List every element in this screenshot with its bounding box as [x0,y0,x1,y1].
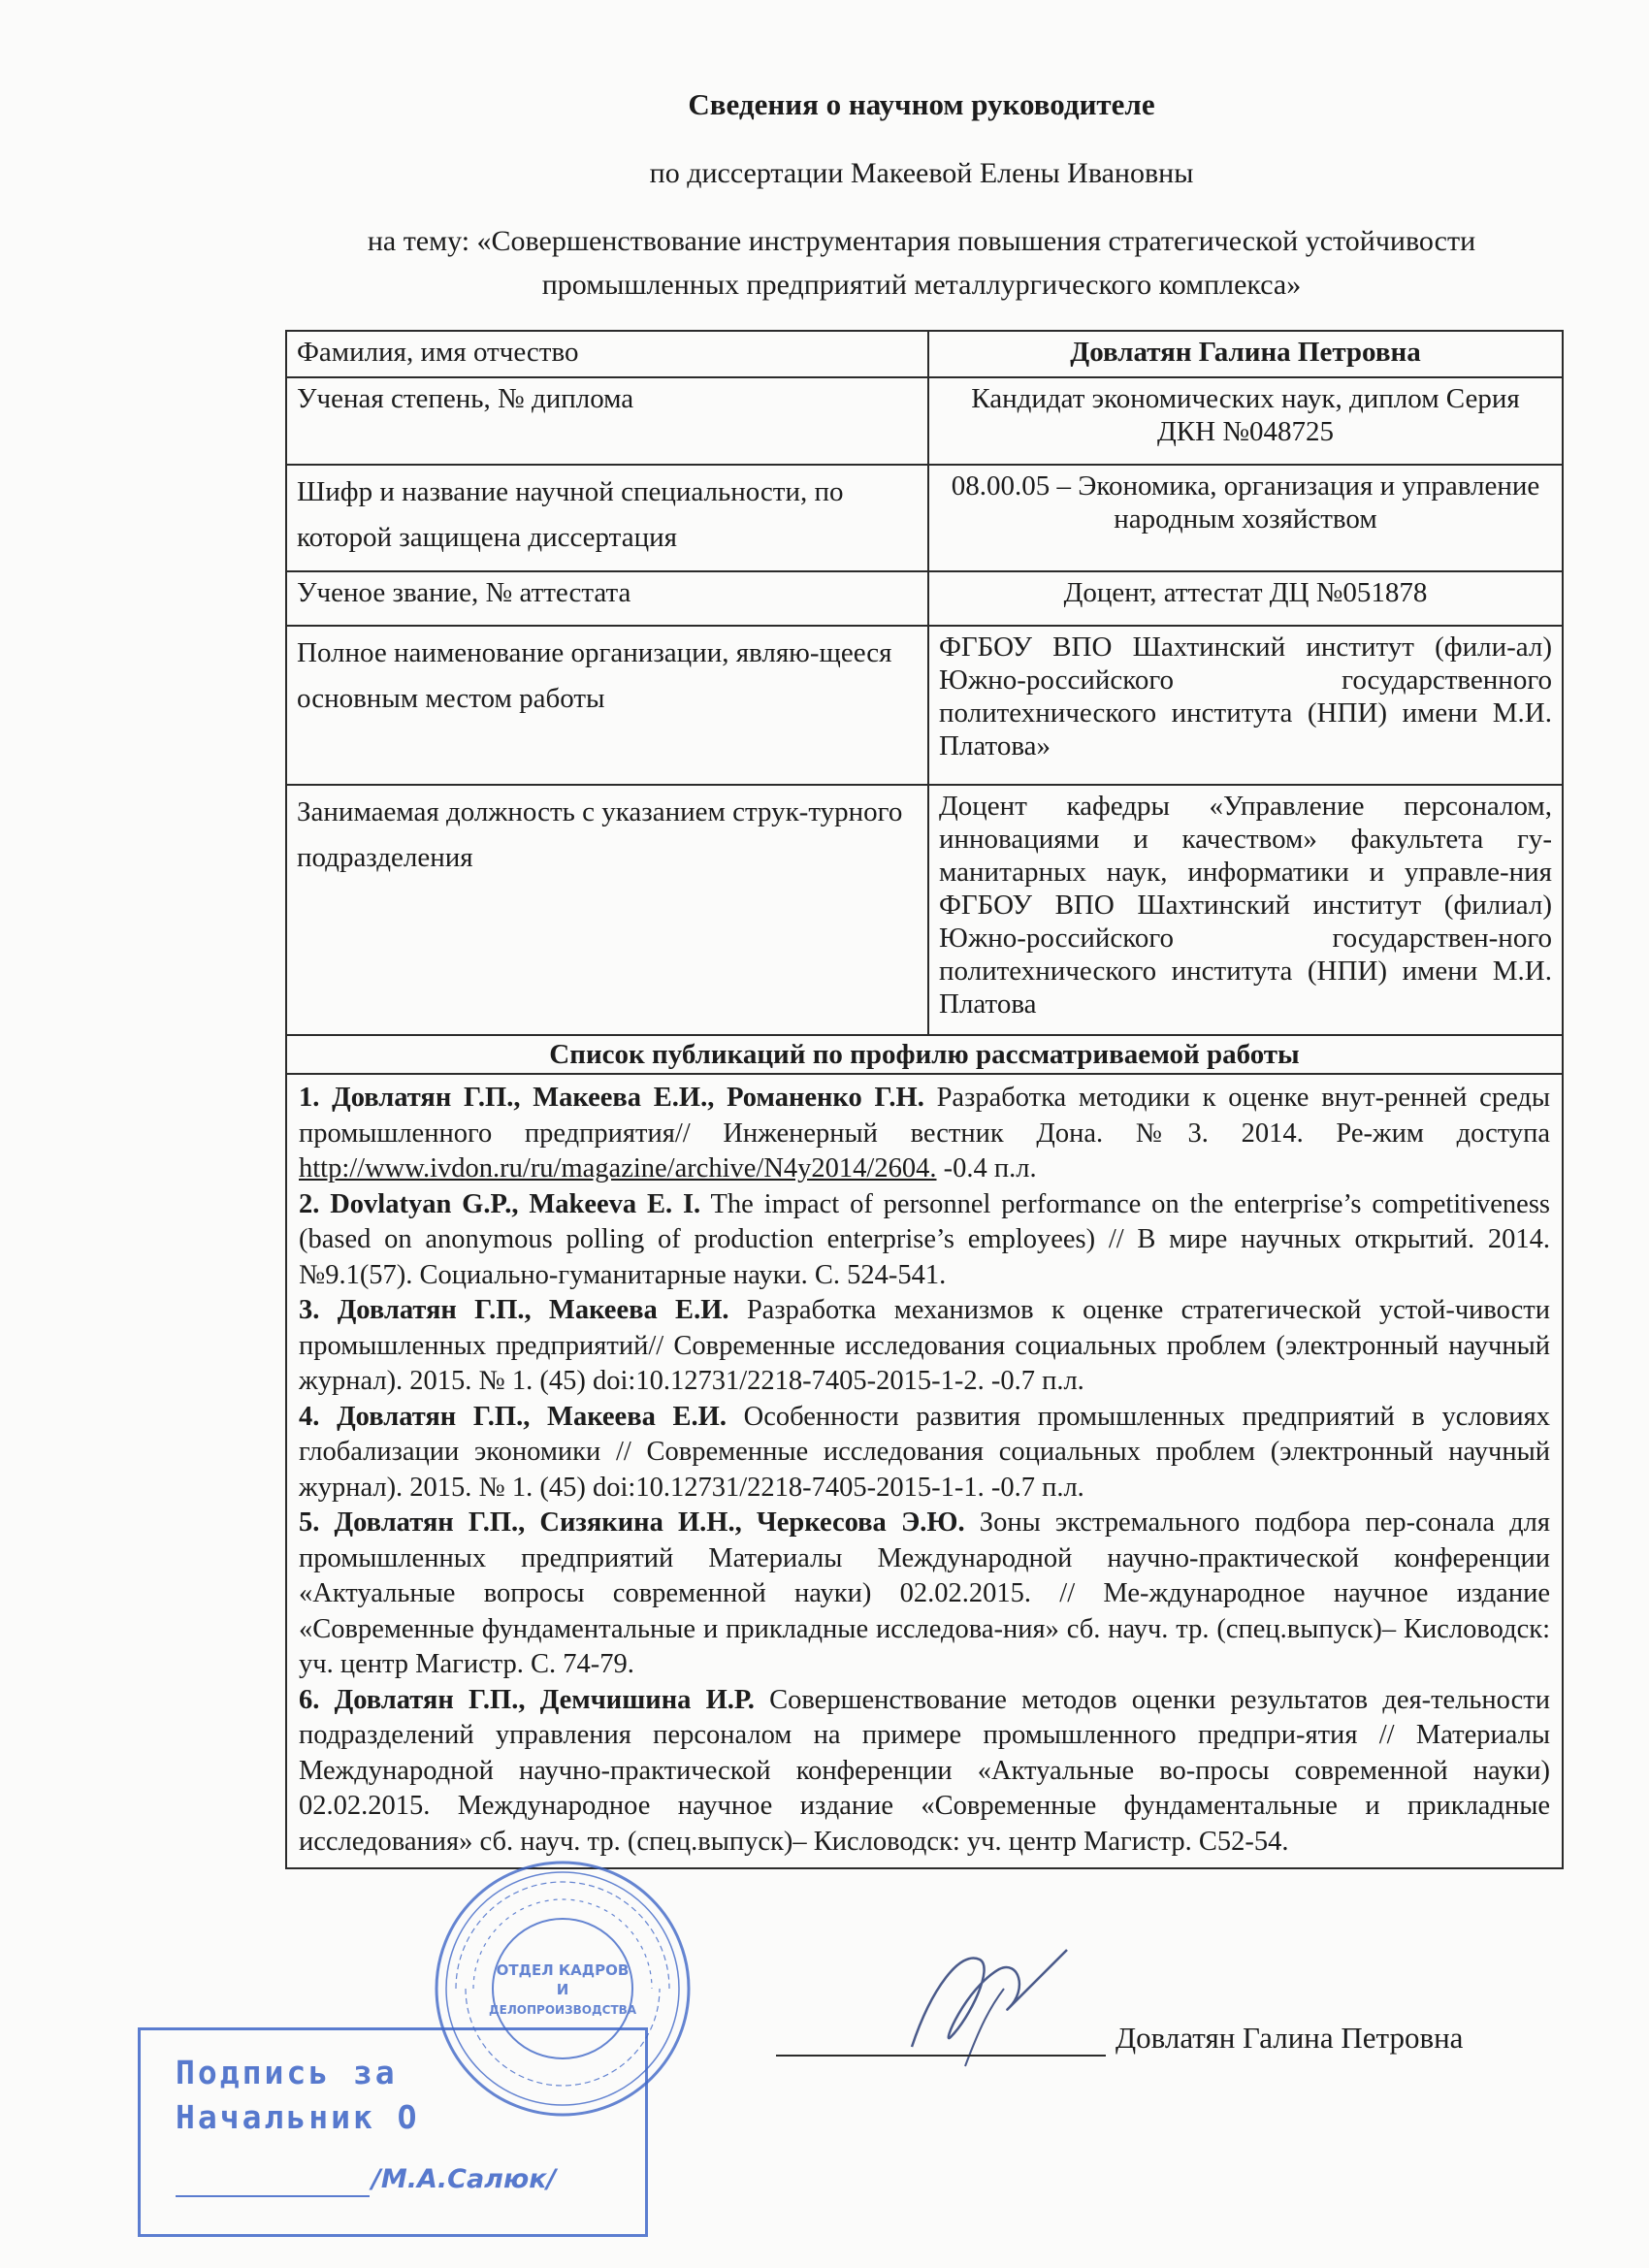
topic-line-2: промышленных предприятий металлургического комплекса» [541,269,1302,301]
stamp-line-2: Начальник О [176,2098,420,2136]
publication-authors: 6. Довлатян Г.П., Демчишина И.Р. [299,1684,755,1715]
list-item [299,1683,1550,1861]
table-row [286,1074,1563,1868]
list-item [299,1506,1550,1683]
row-label-position: Занимаемая должность с указанием струк-турного подразделения [286,785,928,1035]
table-row [286,1035,1563,1074]
publication-authors: 2. Dovlatyan G.P., Makeeva E. I. [299,1188,701,1219]
list-item [299,1081,1550,1187]
publications-list [286,1074,1563,1868]
row-label-specialty: Шифр и название научной специальности, по которой защищена диссертация [286,465,928,571]
publication-authors: 3. Довлатян Г.П., Макеева Е.И. [299,1295,729,1325]
signature-line [776,2055,1106,2057]
publication-text-tail: -0.4 п.л. [936,1153,1037,1183]
stamp-line-1: Подпись за [176,2054,398,2091]
seal-center-line-1: ОТДЕЛ КАДРОВ [496,1961,630,1979]
publication-authors: 1. Довлатян Г.П., Макеева Е.И., Романенко Г.Н. [299,1083,924,1113]
table-row [286,626,1563,785]
table-row [286,331,1563,377]
row-value-full-name: Довлатян Галина Петровна [928,331,1563,377]
row-value-organization: ФГБОУ ВПО Шахтинский институт (фили-ал) Южно-российского государственного политехнического института (НПИ) имени М.И. Платова» [928,626,1563,785]
document-subtitle: по диссертации Макеевой Елены Ивановны [649,157,1194,189]
supervisor-info-table [285,330,1564,1869]
official-seal-icon [427,1853,698,2124]
publication-text: Разработка методики к оценке внут-ренней среды промышленного предприятия// Инженерный вестник Дона. №3. 2014. Ре-жим доступа [299,1083,1550,1149]
table-row [286,571,1563,626]
dissertation-topic [272,219,1571,307]
table-row [286,377,1563,465]
topic-line-1: на тему: «Совершенствование инструментария повышения стратегической устойчивости [367,225,1476,257]
list-item [299,1293,1550,1400]
publication-text: Совершенствование методов оценки результатов дея-тельности подразделений управления персоналом на примере промышленного предпри-ятия // Материалы Международной научно-практической конференции «Актуальные во-просы современной науки) 02.02.2015. Международное научное издание «Современные фундаментальные и прикладные исследования» сб. науч. тр. (спец.выпуск)– Кисловодск: уч. центр Магистр. С52-54. [299,1684,1550,1857]
document-title: Сведения о научном руководителе [688,87,1155,121]
stamp-signature-line [176,2195,370,2197]
publication-authors: 4. Довлатян Г.П., Макеева Е.И. [299,1401,727,1432]
row-label-degree: Ученая степень, № диплома [286,377,928,465]
publication-text: The impact of personnel performance on the enterprise’s competitiveness (based on anonymous polling of production enterprise’s employees) // В мире научных открытий. 2014. №9.1(57). Социально-гуманитарные науки. С. 524-541. [299,1188,1550,1290]
publication-authors: 5. Довлатян Г.П., Сизякина И.Н., Черкесова Э.Ю. [299,1507,965,1538]
publications-heading: Список публикаций по профилю рассматриваемой работы [286,1035,1563,1074]
seal-center-line-2: И [556,1981,569,1998]
publication-url-link[interactable]: http://www.ivdon.ru/ru/magazine/archive/N4y2014/2604. [299,1153,937,1183]
row-label-organization: Полное наименование организации, являю-щееся основным местом работы [286,626,928,785]
signer-name: Довлатян Галина Петровна [1116,2021,1464,2055]
stamp-signer: /М.А.Салюк/ [372,2164,557,2194]
row-value-degree: Кандидат экономических наук, диплом Серия ДКН №048725 [928,377,1563,465]
table-row [286,465,1563,571]
list-item [299,1400,1550,1507]
table-row [286,785,1563,1035]
row-value-specialty: 08.00.05 – Экономика, организация и управление народным хозяйством [928,465,1563,571]
publication-text: Особенности развития промышленных предприятий в условиях глобализации экономики // Современные исследования социальных проблем (электронный научный журнал). 2015. № 1. (45) doi:10.12731/2218-7405-2015-1-1. -0.7 п.л. [299,1401,1550,1503]
row-value-position: Доцент кафедры «Управление персоналом, инновациями и качеством» факультета гу-манитарных наук, информатики и управле-ния ФГБОУ ВПО Шахтинский институт (филиал) Южно-российского государствен-ного политехнического института (НПИ) имени М.И. Платова [928,785,1563,1035]
row-value-academic-title: Доцент, аттестат ДЦ №051878 [928,571,1563,626]
seal-center-line-3: ДЕЛОПРОИЗВОДСТВА [488,2003,637,2017]
publication-text: Разработка механизмов к оценке стратегической устой-чивости промышленных предприятий// Современные исследования социальных проблем (электронный научный журнал). 2015. № 1. (45) doi:10.12731/2218-7405-2015-1-2. -0.7 п.л. [299,1295,1551,1396]
row-label-full-name: Фамилия, имя отчество [286,331,928,377]
list-item [299,1187,1550,1294]
row-label-academic-title: Ученое звание, № аттестата [286,571,928,626]
publication-text: Зоны экстремального подбора пер-сонала для промышленных предприятий Материалы Международной научно-практической конференции «Актуальные вопросы современной науки) 02.02.2015. // Ме-ждународное научное издание «Современные фундаментальные и прикладные исследова-ния» сб. науч. тр. (спец.выпуск)– Кисловодск: уч. центр Магистр. С. 74-79. [299,1507,1550,1679]
